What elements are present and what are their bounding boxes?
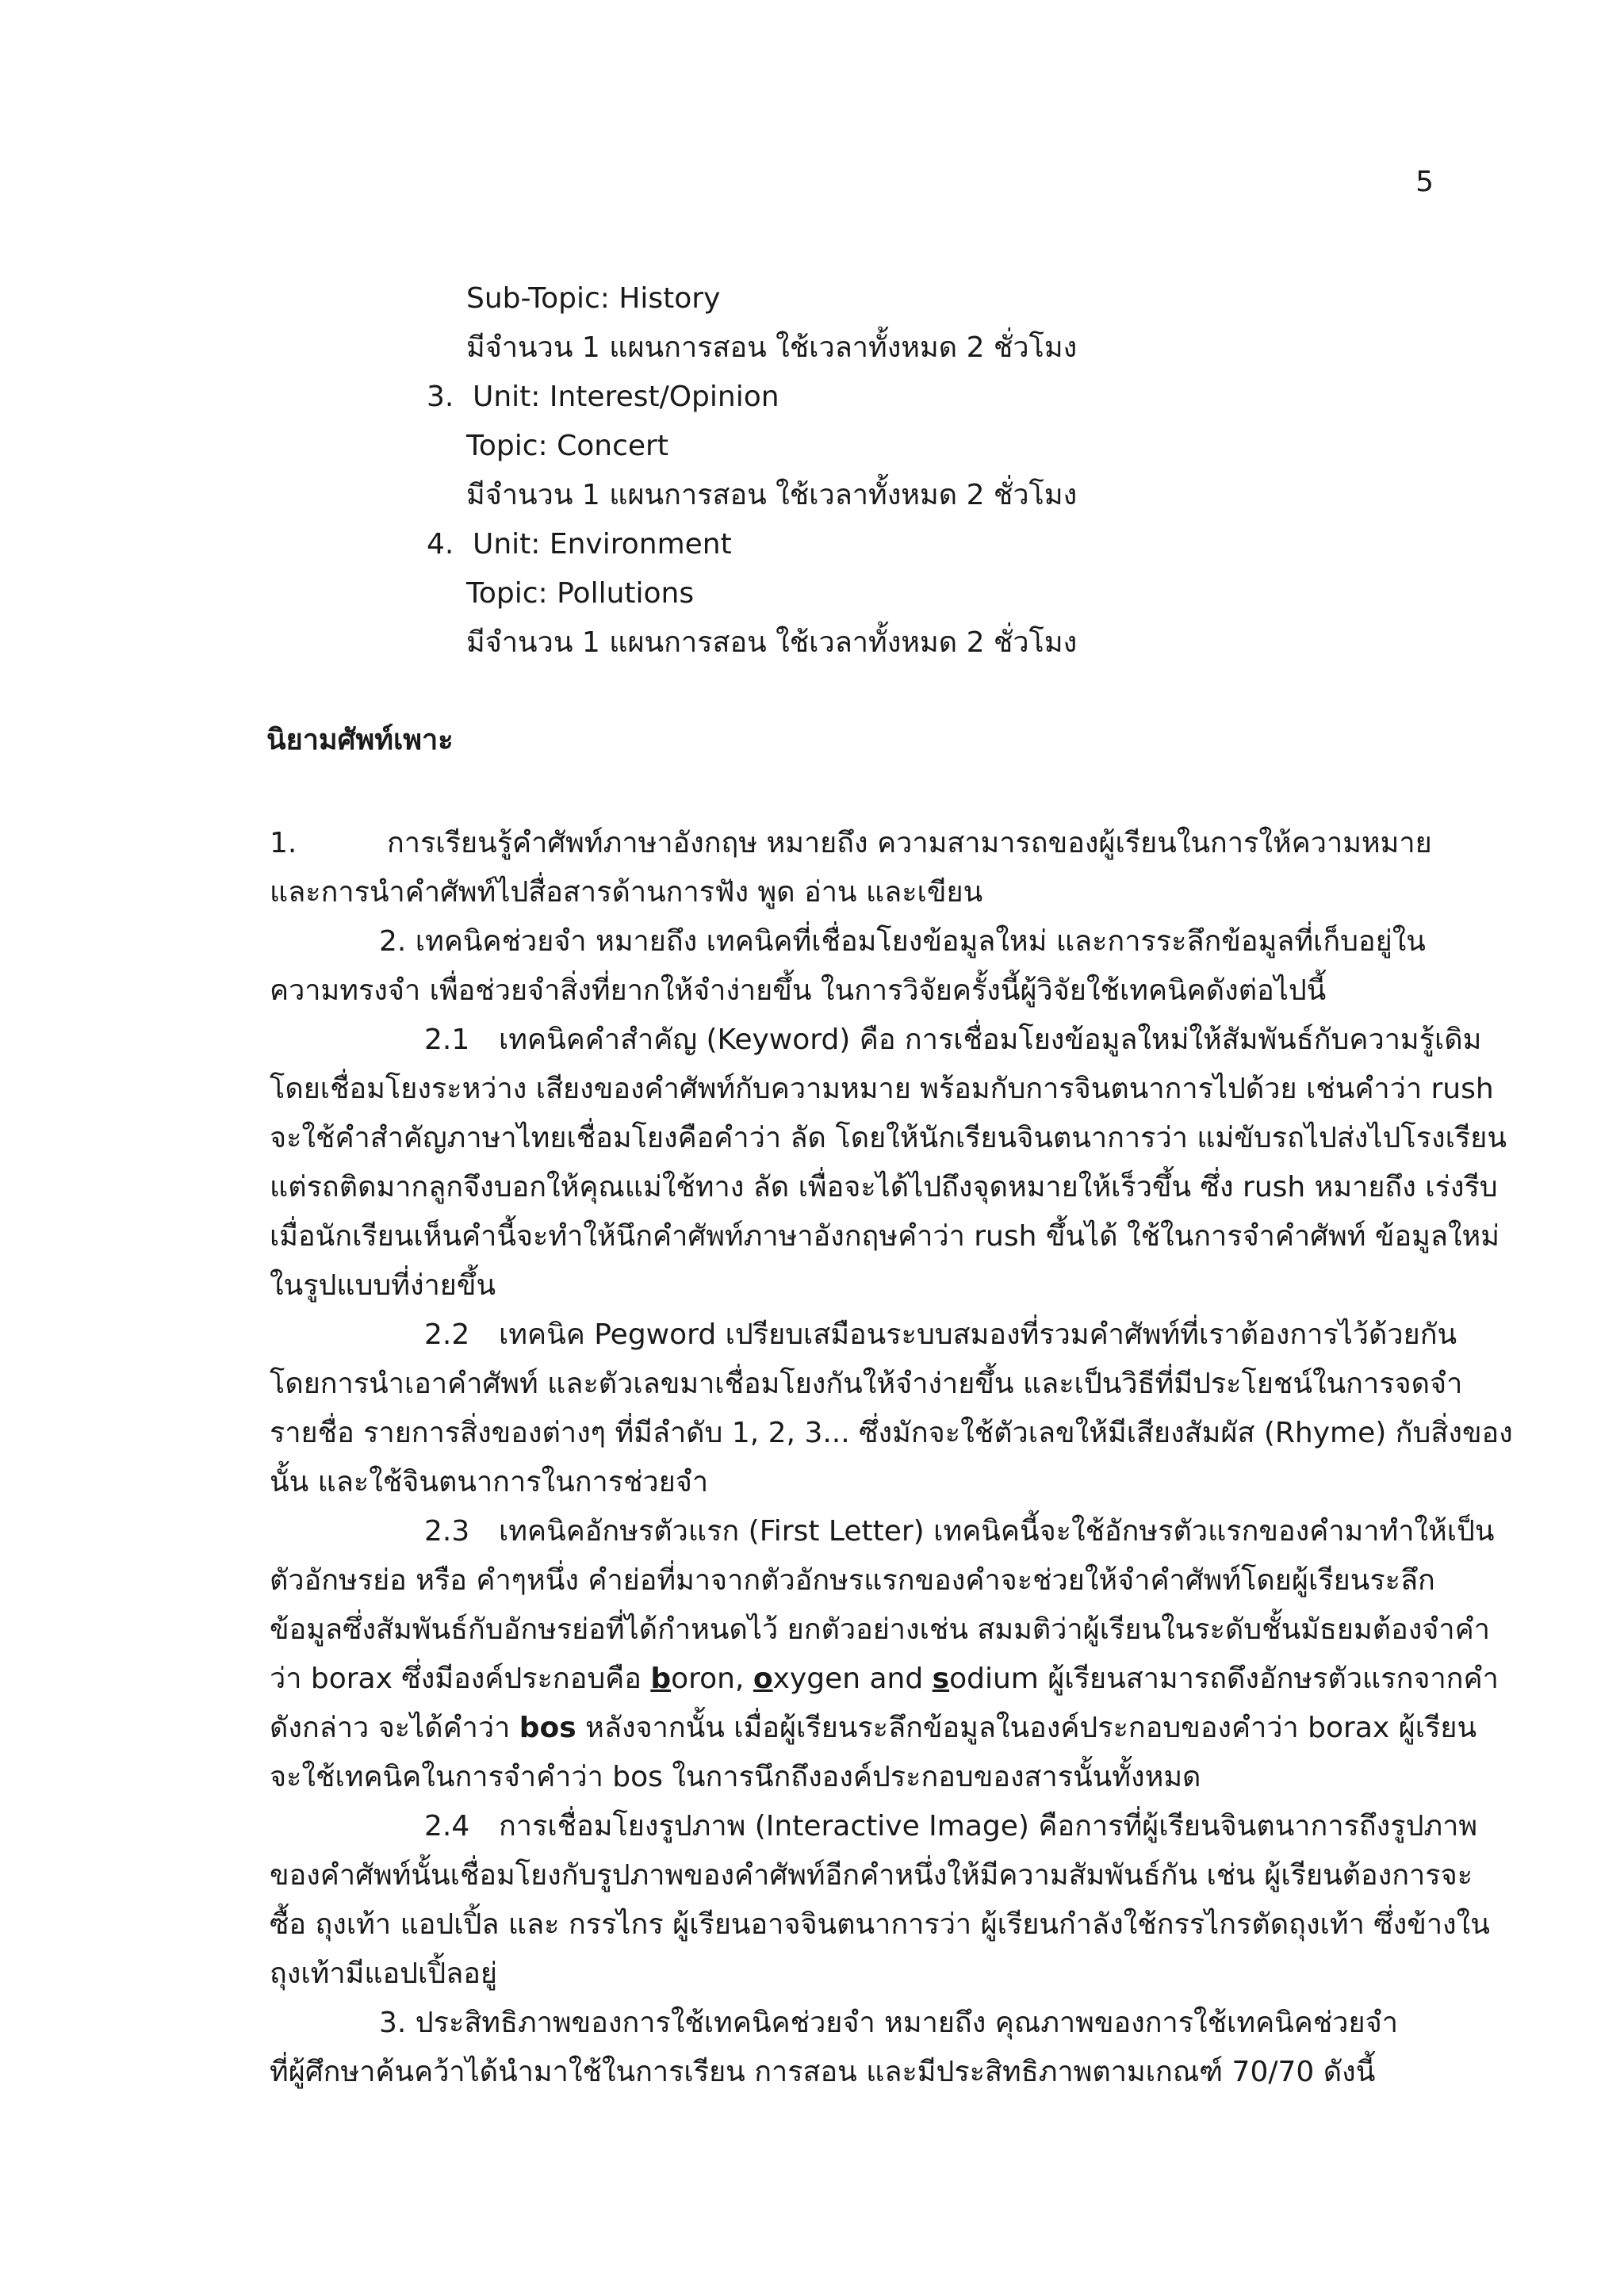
text-line: จะใช้เทคนิคในการจำคำว่า bos ในการนึกถึงองค์ประกอบของสารนั้นทั้งหมด: [270, 1761, 1201, 1793]
text-line: ถุงเท้ามีแอปเปิ้ลอยู่: [270, 1957, 497, 1990]
text-line: ของคำศัพท์นั้นเชื่อมโยงกับรูปภาพของคำศัพท์อีกคำหนึ่งให้มีความสัมพันธ์กัน เช่น ผู้เรียนต้องการจะ: [270, 1859, 1473, 1892]
text-line: ตัวอักษรย่อ หรือ คำๆหนึ่ง คำย่อที่มาจากตัวอักษรแรกของคำจะช่วยให้จำคำศัพท์โดยผู้เรียนระลึก: [270, 1564, 1435, 1597]
plan-count-line: มีจำนวน 1 แผนการสอน ใช้เวลาทั้งหมด 2 ชั่วโมง: [466, 626, 1078, 659]
sub-topic-history: Sub-Topic: History: [466, 282, 721, 315]
text-line: นั้น และใช้จินตนาการในการช่วยจำ: [270, 1466, 709, 1498]
page-number: 5: [1415, 166, 1434, 198]
text-line: เทคนิคอักษรตัวแรก (First Letter) เทคนิคนี้จะใช้อักษรตัวแรกของคำมาทำให้เป็น: [499, 1515, 1495, 1548]
unit-3-number: 3.: [427, 381, 454, 413]
text-line: โดยการนำเอาคำศัพท์ และตัวเลขมาเชื่อมโยงกันให้จำง่ายขึ้น และเป็นวิธีที่มีประโยชน์ในการจดจำ: [270, 1368, 1463, 1400]
text-line: โดยเชื่อมโยงระหว่าง เสียงของคำศัพท์กับความหมาย พร้อมกับการจินตนาการไปด้วย เช่นคำว่า rush: [270, 1073, 1494, 1105]
unit-3-title: Unit: Interest/Opinion: [473, 381, 779, 413]
topic-4-line: Topic: Pollutions: [466, 577, 695, 610]
text-line: ที่ผู้ศึกษาค้นคว้าได้นำมาใช้ในการเรียน การสอน และมีประสิทธิภาพตามเกณฑ์ 70/70 ดังนี้: [270, 2056, 1376, 2088]
text-line: ความทรงจำ เพื่อช่วยจำสิ่งที่ยากให้จำง่ายขึ้น ในการวิจัยครั้งนี้ผู้วิจัยใช้เทคนิคดังต่อไปนี้: [270, 974, 1327, 1007]
text-line: การเชื่อมโยงรูปภาพ (Interactive Image) คือการที่ผู้เรียนจินตนาการถึงรูปภาพ: [499, 1810, 1478, 1843]
definition-3-line: 3. ประสิทธิภาพของการใช้เทคนิคช่วยจำ หมายถึง คุณภาพของการใช้เทคนิคช่วยจำ: [379, 2007, 1398, 2039]
technique-number: 2.2: [424, 1318, 470, 1351]
definition-1-number: 1.: [270, 827, 297, 859]
technique-2-3-line: [424, 1507, 1495, 1556]
plan-count-line: มีจำนวน 1 แผนการสอน ใช้เวลาทั้งหมด 2 ชั่วโมง: [466, 331, 1078, 364]
definition-2-line: 2. เทคนิคช่วยจำ หมายถึง เทคนิคที่เชื่อมโยงข้อมูลใหม่ และการระลึกข้อมูลที่เก็บอยู่ใน: [379, 925, 1426, 958]
underlined-letter-o: o: [753, 1663, 773, 1695]
technique-number: 2.4: [424, 1810, 470, 1843]
underlined-letter-s: s: [932, 1663, 950, 1695]
plan-count-line: มีจำนวน 1 แผนการสอน ใช้เวลาทั้งหมด 2 ชั่วโมง: [466, 479, 1078, 511]
technique-number: 2.3: [424, 1515, 470, 1548]
definitions-heading: นิยามศัพท์เพาะ: [266, 724, 454, 756]
underlined-letter-b: b: [650, 1663, 672, 1695]
text-line: จะใช้คำสำคัญภาษาไทยเชื่อมโยงคือคำว่า ลัด โดยให้นักเรียนจินตนาการว่า แม่ขับรถไปส่งไปโรงเรียน: [270, 1122, 1507, 1154]
text-line: เทคนิค Pegword เปรียบเสมือนระบบสมองที่รวมคำศัพท์ที่เราต้องการไว้ด้วยกัน: [499, 1318, 1457, 1351]
technique-number: 2.1: [424, 1024, 470, 1056]
definition-1-line: [270, 819, 1432, 868]
bos-line: [270, 1704, 1477, 1753]
text-line: ข้อมูลซึ่งสัมพันธ์กับอักษรย่อที่ได้กำหนดไว้ ยกตัวอย่างเช่น สมมติว่าผู้เรียนในระดับชั้นมัธยมต้องจำคำ: [270, 1613, 1490, 1646]
borax-line: [270, 1655, 1499, 1704]
text-line: แต่รถติดมากลูกจึงบอกให้คุณแม่ใช้ทาง ลัด เพื่อจะได้ไปถึงจุดหมายให้เร็วขึ้น ซึ่ง rush หมายถึง เร่งรีบ: [270, 1171, 1498, 1203]
topic-3-line: Topic: Concert: [466, 430, 668, 462]
text-segment: oron,: [671, 1663, 753, 1695]
text-line: รายชื่อ รายการสิ่งของต่างๆ ที่มีลำดับ 1, 2, 3... ซึ่งมักจะใช้ตัวเลขให้มีเสียงสัมผัส (Rhyme) กับสิ่งของ: [270, 1417, 1513, 1449]
technique-2-1-line: [424, 1016, 1481, 1065]
unit-3-line: [427, 373, 779, 422]
text-line: และการนำคำศัพท์ไปสื่อสารด้านการฟัง พูด อ่าน และเขียน: [270, 876, 983, 909]
text-segment: odium ผู้เรียนสามารถดึงอักษรตัวแรกจากคำ: [949, 1663, 1499, 1695]
text-line: เมื่อนักเรียนเห็นคำนี้จะทำให้นึกคำศัพท์ภาษาอังกฤษคำว่า rush ขึ้นได้ ใช้ในการจำคำศัพท์ ข้อมูลใหม่: [270, 1220, 1500, 1253]
text-segment: xygen and: [772, 1663, 933, 1695]
text-segment: ว่า borax ซึ่งมีองค์ประกอบคือ: [270, 1663, 651, 1695]
technique-2-2-line: [424, 1311, 1457, 1360]
text-line: การเรียนรู้คำศัพท์ภาษาอังกฤษ หมายถึง ความสามารถของผู้เรียนในการให้ความหมาย: [387, 827, 1432, 859]
text-line: เทคนิคคำสำคัญ (Keyword) คือ การเชื่อมโยงข้อมูลใหม่ให้สัมพันธ์กับความรู้เดิม: [499, 1024, 1482, 1056]
unit-4-title: Unit: Environment: [473, 528, 732, 561]
unit-4-line: [427, 520, 732, 569]
technique-2-4-line: [424, 1802, 1477, 1851]
text-segment: ดังกล่าว จะได้คำว่า: [270, 1712, 519, 1744]
text-line: ซื้อ ถุงเท้า แอปเปิ้ล และ กรรไกร ผู้เรียนอาจจินตนาการว่า ผู้เรียนกำลังใช้กรรไกรตัดถุงเท้า ซึ่งข้างใน: [270, 1908, 1490, 1941]
text-segment: หลังจากนั้น เมื่อผู้เรียนระลึกข้อมูลในองค์ประกอบของคำว่า borax ผู้เรียน: [576, 1712, 1477, 1744]
bold-word-bos: bos: [519, 1712, 576, 1744]
text-line: ในรูปแบบที่ง่ายขึ้น: [270, 1269, 496, 1302]
unit-4-number: 4.: [427, 528, 454, 561]
